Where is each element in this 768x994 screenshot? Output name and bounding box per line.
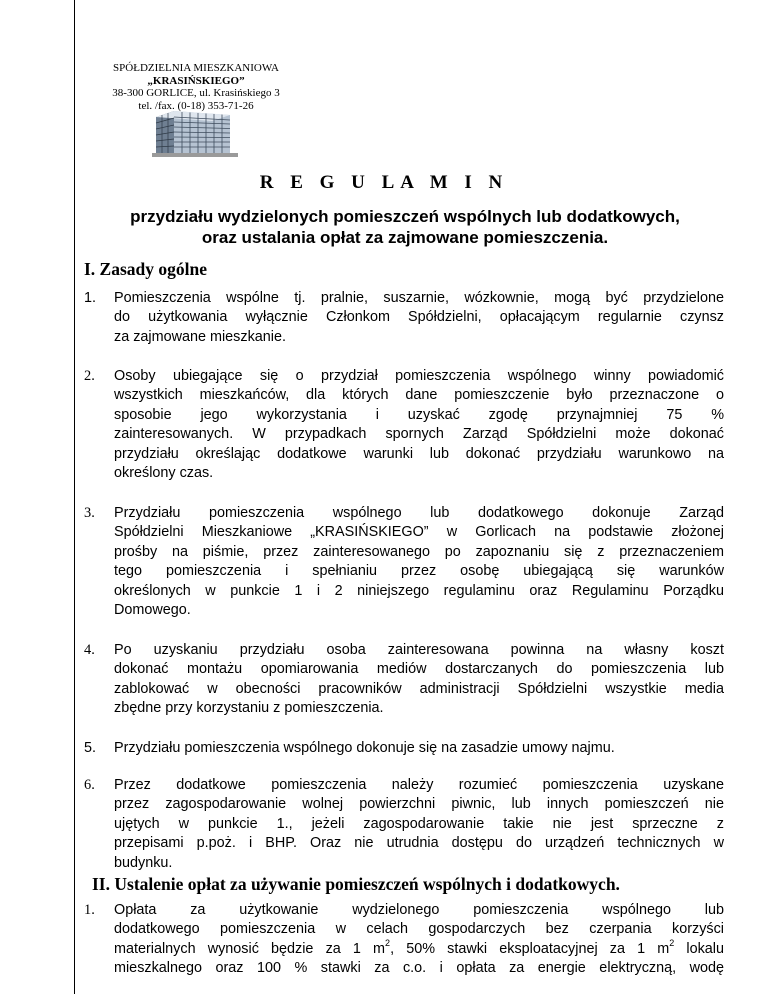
superscript: 2 [385,938,391,949]
item-line: Pomieszczenia wspólne tj. pralnie, suszarnie, wózkownie, mogą być przydzielone [114,290,724,306]
item-line: określony czas. [114,465,214,482]
item-line: zablokować w obecności pracowników administracji Spółdzielni wszystkie media [114,680,724,697]
superscript: 2 [669,938,675,949]
list-item [84,641,724,719]
item-line: dodatkowego pomieszczenia w celach gospodarczych bez czerpania korzyści [114,921,724,938]
item-line: zainteresowanych. W przypadkach spornych Zarząd Spółdzielni może dokonać [114,426,724,443]
item-line: za zajmowane mieszkanie. [114,328,286,345]
section-1-heading: I. Zasady ogólne [84,259,208,279]
item-number: 2. [84,368,95,384]
item-line: Spółdzielni Mieszkaniowe „KRASIŃSKIEGO” w Gorlicach na podstawie złożonej [114,524,724,541]
item-line: prośby na piśmie, przez zainteresowanego po zapoznaniu się z przeznaczeniem [114,543,724,560]
list-item [84,289,724,347]
item-line: Przydziału pomieszczenia wspólnego lub dodatkowego dokonuje Zarząd [114,505,724,521]
document-subtitle [85,206,725,248]
item-line: przydziału określając dodatkowe warunki lub dokonać przydziału warunkowo na [114,445,724,462]
item-number: 1. [84,290,97,306]
item-line: przepisami p.poż. i BHP. Oraz nie utrudnia dostępu do urządzeń technicznych w [114,835,724,852]
item-line: Domowego. [114,602,191,619]
subtitle-line-2: oraz ustalania opłat za zajmowane pomieszczenia. [201,228,609,247]
item-number: 6. [84,777,95,793]
item-line: zbędne przy korzystaniu z pomieszczenia. [114,700,384,717]
item-line: Osoby ubiegające się o przydział pomieszczenia wspólnego winny powiadomić [114,368,724,384]
item-line: sposobie jego wykorzystania i uzyskać zgodę przynajmniej 75 % [114,406,724,423]
margin-line [74,0,75,994]
item-line: określonych w punkcie 1 i 2 niniejszego regulaminu oraz Regulaminu Porządku [114,582,724,599]
item-line: wszystkich mieszkańców, dla których dane pomieszczenie było przeznaczone o [114,387,724,404]
document-title-text: R E G U LA M I N [259,172,509,193]
subtitle-line-1: przydziału wydzielonych pomieszczeń wspólnych lub dodatkowych, [130,207,680,226]
document-title [0,172,768,194]
header-phone: tel. /fax. (0-18) 353-71-26 [138,99,254,112]
item-line: ujętych w punkcie 1., jeżeli zagospodarowanie takie nie jest sprzeczne z [114,815,724,832]
item-line: do użytkowania wyłącznie Członkom Spółdzielni, opłacającym regularnie czynsz [114,309,724,326]
item-line: Po uzyskaniu przydziału osoba zainteresowana powinna na własny koszt [114,642,724,658]
item-line: Przydziału pomieszczenia wspólnego dokonuje się na zasadzie umowy najmu. [114,740,615,756]
item-line: Opłata za użytkowanie wydzielonego pomieszczenia wspólnego lub [114,902,724,918]
header-name: SPÓŁDZIELNIA MIESZKANIOWA [113,62,279,74]
item-number: 4. [84,642,95,658]
list-item [84,739,724,758]
header-quoted-name: „KRASIŃSKIEGO” [147,74,245,87]
item-number: 1. [84,902,95,918]
item-number: 5. [84,740,97,756]
item-number: 3. [84,505,95,521]
list-item [84,367,724,483]
item-line: tego pomieszczenia i spełnianiu przez osobę ubiegającą się warunków [114,563,724,580]
list-item [84,901,724,979]
list-item [84,504,724,620]
item-line-part: , 50% stawki eksploatacyjnej za 1 m [390,940,670,957]
item-line: przez zagospodarowanie wolnej powierzchni piwnic, lub innych pomieszczeń nie [114,796,724,813]
item-line: Przez dodatkowe pomieszczenia należy rozumieć pomieszczenia uzyskane [114,777,724,793]
item-line-part: materialnych wynosić będzie za 1 m [114,940,386,957]
building-logo [152,107,238,157]
item-line-part: lokalu [674,940,725,957]
item-line: budynku. [114,854,173,871]
item-line: dokonać montażu opomiarowania mediów dostarczanych do pomieszczenia lub [114,661,724,678]
cooperative-header [96,62,296,112]
section-2-heading: II. Ustalenie opłat za używanie pomieszczeń wspólnych i dodatkowych. [92,874,620,894]
list-item [84,776,724,873]
header-address: 38-300 GORLICE, ul. Krasińskiego 3 [112,87,280,99]
item-line [114,940,724,959]
item-line: mieszkalnego oraz 100 % stawki za c.o. i opłata za energie elektryczną, wodę [114,960,724,977]
